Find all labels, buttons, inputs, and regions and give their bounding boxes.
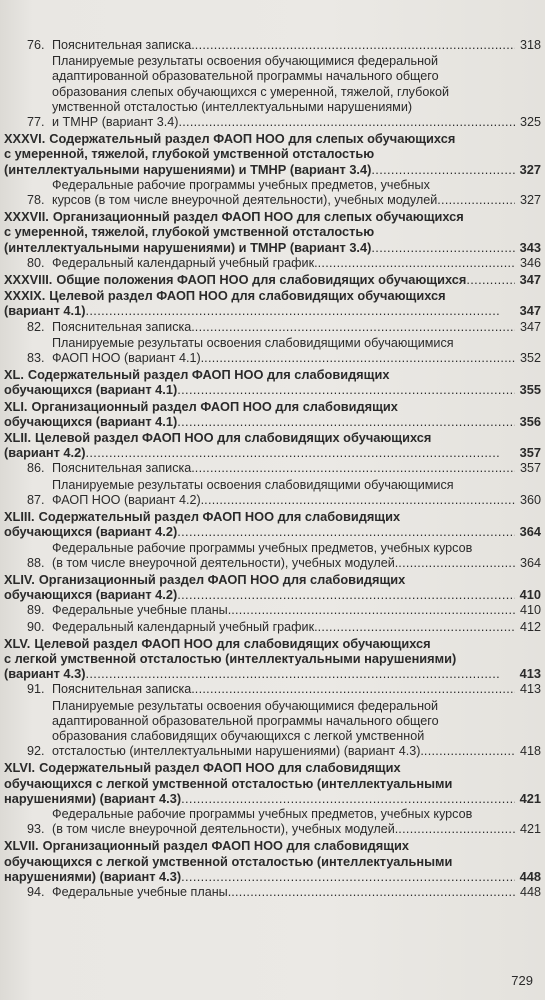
toc-subsection-entry <box>4 603 541 618</box>
entry-line <box>4 303 515 318</box>
entry-line-text: (вариант 4.3) <box>4 666 86 682</box>
dot-leader <box>195 320 515 335</box>
entry-line-text: (интеллектуальными нарушениями) и ТМНР (вариант 3.4) <box>4 239 372 255</box>
entry-line-text: Организационный раздел ФАОП НОО для слабовидящих <box>38 571 406 587</box>
entry-text <box>52 807 515 837</box>
entry-text <box>4 367 515 397</box>
entry-page-number: 448 <box>519 884 541 899</box>
subsection-number: 89. <box>27 603 45 618</box>
entry-line <box>4 445 515 460</box>
table-of-contents <box>4 38 541 900</box>
entry-page-number: 356 <box>519 413 541 429</box>
section-number: XXXIX. <box>4 288 46 304</box>
entry-line <box>52 178 515 193</box>
entry-page-number: 360 <box>519 492 541 507</box>
entry-line-text: адаптированной образовательной программы начального общего <box>52 713 439 728</box>
entry-text <box>52 682 515 697</box>
subsection-number: 90. <box>27 619 45 634</box>
entry-page-number: 347 <box>519 303 541 319</box>
section-number: XXXVII. <box>4 209 49 225</box>
entry-line-text: Федеральный календарный учебный график. <box>52 619 318 634</box>
entry-line <box>52 115 515 130</box>
entry-text <box>52 336 515 366</box>
toc-subsection-entry <box>4 178 541 208</box>
entry-text <box>4 430 515 460</box>
entry-line <box>4 209 515 224</box>
entry-line-text: Целевой раздел ФАОП НОО для слабовидящих обучающихся <box>49 288 446 304</box>
entry-line-text: обучающихся (вариант 4.2) <box>4 524 178 540</box>
section-number: XLIII. <box>4 509 35 525</box>
dot-leader <box>195 38 515 53</box>
toc-section-entry <box>4 272 541 287</box>
entry-line <box>52 744 515 759</box>
entry-page-number: 352 <box>519 351 541 366</box>
section-number: XLV. <box>4 635 31 651</box>
entry-line-text: Пояснительная записка. <box>52 682 195 697</box>
entry-line <box>4 240 515 255</box>
entry-line-text: Целевой раздел ФАОП НОО для слабовидящих обучающихся <box>34 635 431 651</box>
entry-line <box>4 224 515 239</box>
section-number: XLI. <box>4 398 28 414</box>
entry-page-number: 318 <box>519 38 541 52</box>
entry-text <box>4 399 515 429</box>
toc-subsection-entry <box>4 885 541 900</box>
entry-page-number: 448 <box>519 868 541 884</box>
entry-line <box>52 682 515 697</box>
entry-page-number: 364 <box>519 524 541 540</box>
dot-leader <box>231 885 515 900</box>
entry-line-text: Организационный раздел ФАОП НОО для слабовидящих <box>42 838 410 854</box>
entry-page-number: 343 <box>519 239 541 255</box>
entry-text <box>52 320 515 335</box>
section-number: XXXVIII. <box>4 272 53 288</box>
entry-line-text: Общие положения ФАОП НОО для слабовидящих обучающихся <box>56 272 467 288</box>
entry-line <box>52 603 515 618</box>
dot-leader <box>85 303 515 318</box>
entry-line <box>4 587 515 602</box>
entry-line <box>4 272 515 287</box>
entry-line <box>4 524 515 539</box>
entry-line-text: (вариант 4.2) <box>4 445 86 461</box>
dot-leader <box>466 272 515 287</box>
entry-line <box>52 822 515 837</box>
entry-text <box>52 54 515 130</box>
dot-leader <box>195 461 515 476</box>
toc-subsection-entry <box>4 320 541 335</box>
dot-leader <box>371 240 515 255</box>
entry-page-number: 327 <box>519 161 541 177</box>
entry-page-number: 325 <box>519 115 541 130</box>
subsection-number: 82. <box>27 319 45 334</box>
subsection-number: 78. <box>27 193 45 208</box>
entry-line-text: образования слабовидящих обучающихся с легкой умственной <box>52 728 425 743</box>
toc-subsection-entry <box>4 256 541 271</box>
toc-subsection-entry <box>4 478 541 508</box>
entry-page-number: 410 <box>519 587 541 603</box>
entry-line <box>4 367 515 382</box>
entry-line <box>52 807 515 822</box>
dot-leader <box>178 115 515 130</box>
entry-line-text: Федеральные рабочие программы учебных предметов, учебных <box>52 177 430 192</box>
toc-section-entry <box>4 636 541 682</box>
entry-text <box>52 541 515 571</box>
entry-text <box>52 620 515 635</box>
entry-line <box>4 776 515 791</box>
entry-page-number: 346 <box>519 255 541 270</box>
entry-line <box>52 714 515 729</box>
entry-text <box>4 509 515 539</box>
subsection-number: 76. <box>27 38 45 52</box>
entry-line <box>4 399 515 414</box>
entry-line <box>4 666 515 681</box>
entry-page-number: 364 <box>519 555 541 570</box>
entry-line <box>52 54 515 69</box>
entry-line-text: (в том числе внеурочной деятельности), учебных модулей. <box>52 555 399 570</box>
entry-line <box>52 69 515 84</box>
entry-line-text: Организационный раздел ФАОП НОО для слепых обучающихся <box>52 209 464 225</box>
entry-page-number: 418 <box>519 744 541 759</box>
entry-line-text: Федеральные рабочие программы учебных предметов, учебных курсов <box>52 540 473 555</box>
entry-line-text: Пояснительная записка. <box>52 38 195 52</box>
entry-line-text: Федеральные учебные планы. <box>52 603 232 618</box>
entry-text <box>52 885 515 900</box>
entry-page-number: 410 <box>519 603 541 618</box>
entry-line <box>52 38 515 53</box>
entry-line <box>52 556 515 571</box>
entry-line <box>52 493 515 508</box>
entry-line-text: с легкой умственной отсталостью (интеллектуальными нарушениями) <box>4 650 457 666</box>
toc-section-entry <box>4 131 541 177</box>
entry-text <box>4 209 515 255</box>
entry-line <box>4 760 515 775</box>
entry-line <box>4 509 515 524</box>
dot-leader <box>177 587 515 602</box>
entry-page-number: 347 <box>519 319 541 334</box>
entry-line-text: (в том числе внеурочной деятельности), учебных модулей. <box>52 822 399 837</box>
subsection-number: 86. <box>27 461 45 476</box>
entry-line-text: отсталостью (интеллектуальными нарушениями) (вариант 4.3). <box>52 744 424 759</box>
subsection-number: 94. <box>27 884 45 899</box>
section-number: XLII. <box>4 430 32 446</box>
entry-line-text: Содержательный раздел ФАОП НОО для слабовидящих <box>27 367 390 383</box>
entry-line-text: обучающихся с легкой умственной отсталостью (интеллектуальными <box>4 775 453 791</box>
subsection-number: 92. <box>27 744 45 759</box>
toc-subsection-entry <box>4 54 541 130</box>
entry-text <box>4 572 515 602</box>
toc-subsection-entry <box>4 38 541 53</box>
dot-leader <box>181 791 515 806</box>
section-number: XLVII. <box>4 838 39 854</box>
entry-text <box>52 699 515 760</box>
dot-leader <box>231 603 515 618</box>
toc-subsection-entry <box>4 682 541 697</box>
entry-line-text: образования слепых обучающихся с умеренной, тяжелой, глубокой <box>52 84 450 99</box>
entry-line-text: с умеренной, тяжелой, глубокой умственной отсталостью <box>4 146 375 162</box>
entry-text <box>4 760 515 806</box>
dot-leader <box>204 351 515 366</box>
entry-line-text: обучающихся (вариант 4.1) <box>4 382 178 398</box>
subsection-number: 83. <box>27 351 45 366</box>
toc-subsection-entry <box>4 699 541 760</box>
section-number: XL. <box>4 367 24 383</box>
section-number: XLVI. <box>4 760 36 776</box>
subsection-number: 87. <box>27 492 45 507</box>
toc-section-entry <box>4 209 541 255</box>
entry-line-text: и ТМНР (вариант 3.4) <box>52 115 179 130</box>
toc-subsection-entry <box>4 807 541 837</box>
page-number: 729 <box>511 973 533 988</box>
toc-subsection-entry <box>4 461 541 476</box>
entry-line <box>52 336 515 351</box>
entry-line-text: Планируемые результаты освоения обучающимися федеральной <box>52 54 439 69</box>
entry-line <box>52 256 515 271</box>
entry-line-text: нарушениями) (вариант 4.3) <box>4 790 182 806</box>
entry-line <box>4 572 515 587</box>
entry-line-text: адаптированной образовательной программы начального общего <box>52 69 439 84</box>
toc-section-entry <box>4 430 541 460</box>
entry-line-text: Содержательный раздел ФАОП НОО для слабовидящих <box>38 509 401 525</box>
entry-text <box>52 178 515 208</box>
entry-page-number: 357 <box>519 461 541 476</box>
entry-text <box>4 272 515 287</box>
entry-page-number: 327 <box>519 193 541 208</box>
entry-text <box>4 838 515 884</box>
entry-line <box>4 414 515 429</box>
entry-text <box>52 603 515 618</box>
entry-text <box>4 288 515 318</box>
entry-line-text: Планируемые результаты освоения обучающимися федеральной <box>52 698 439 713</box>
entry-line-text: Планируемые результаты освоения слабовидящими обучающимися <box>52 477 454 492</box>
dot-leader <box>85 666 515 681</box>
entry-line <box>4 382 515 397</box>
entry-page-number: 413 <box>519 682 541 697</box>
section-number: XLIV. <box>4 571 35 587</box>
subsection-number: 88. <box>27 555 45 570</box>
entry-page-number: 355 <box>519 382 541 398</box>
entry-line-text: Содержательный раздел ФАОП НОО для слабовидящих <box>39 760 401 776</box>
entry-line-text: Федеральные учебные планы. <box>52 884 232 899</box>
toc-section-entry <box>4 509 541 539</box>
entry-text <box>52 38 515 53</box>
dot-leader <box>177 414 515 429</box>
entry-page-number: 421 <box>519 822 541 837</box>
entry-line <box>4 288 515 303</box>
dot-leader <box>318 256 515 271</box>
toc-section-entry <box>4 760 541 806</box>
entry-line <box>4 854 515 869</box>
entry-line <box>4 791 515 806</box>
entry-line-text: ФАОП НОО (вариант 4.2). <box>52 492 205 507</box>
entry-line-text: умственной отсталостью (интеллектуальными нарушениями) <box>52 99 413 114</box>
entry-text <box>52 256 515 271</box>
entry-line-text: обучающихся (вариант 4.1) <box>4 413 178 429</box>
dot-leader <box>318 620 515 635</box>
entry-line <box>4 430 515 445</box>
entry-line-text: Планируемые результаты освоения слабовидящими обучающимися <box>52 335 454 350</box>
toc-section-entry <box>4 572 541 602</box>
entry-line-text: с умеренной, тяжелой, глубокой умственной отсталостью <box>4 224 375 240</box>
entry-line-text: Пояснительная записка. <box>52 319 195 334</box>
entry-line <box>52 885 515 900</box>
entry-page-number: 421 <box>519 790 541 806</box>
entry-line <box>52 351 515 366</box>
dot-leader <box>204 493 515 508</box>
toc-section-entry <box>4 399 541 429</box>
dot-leader <box>195 682 515 697</box>
entry-line <box>4 162 515 177</box>
toc-section-entry <box>4 367 541 397</box>
entry-line <box>4 131 515 146</box>
subsection-number: 91. <box>27 682 45 697</box>
entry-text <box>52 478 515 508</box>
toc-section-entry <box>4 838 541 884</box>
entry-line-text: ФАОП НОО (вариант 4.1). <box>52 351 205 366</box>
toc-subsection-entry <box>4 620 541 635</box>
dot-leader <box>181 869 515 884</box>
dot-leader <box>398 822 515 837</box>
entry-page-number: 413 <box>519 666 541 682</box>
entry-line <box>52 620 515 635</box>
entry-page-number: 347 <box>519 272 541 288</box>
entry-line-text: Федеральный календарный учебный график. <box>52 255 318 270</box>
entry-line <box>52 320 515 335</box>
entry-line <box>52 541 515 556</box>
entry-line <box>4 869 515 884</box>
entry-line <box>52 478 515 493</box>
entry-line <box>4 636 515 651</box>
entry-line-text: (вариант 4.1) <box>4 303 86 319</box>
subsection-number: 93. <box>27 822 45 837</box>
entry-line-text: Организационный раздел ФАОП НОО для слабовидящих <box>31 398 398 414</box>
entry-line <box>4 651 515 666</box>
subsection-number: 77. <box>27 115 45 130</box>
entry-line <box>52 85 515 100</box>
entry-line <box>52 100 515 115</box>
entry-text <box>4 131 515 177</box>
entry-line <box>52 193 515 208</box>
entry-line <box>52 729 515 744</box>
entry-line-text: Федеральные рабочие программы учебных предметов, учебных курсов <box>52 806 473 821</box>
entry-line <box>4 838 515 853</box>
entry-line-text: обучающихся с легкой умственной отсталостью (интеллектуальными <box>4 853 453 869</box>
entry-line <box>52 699 515 714</box>
entry-line-text: курсов (в том числе внеурочной деятельности), учебных модулей <box>52 193 438 208</box>
entry-line-text: нарушениями) (вариант 4.3) <box>4 868 182 884</box>
section-number: XXXVI. <box>4 131 46 147</box>
toc-section-entry <box>4 288 541 318</box>
entry-line-text: Целевой раздел ФАОП НОО для слабовидящих обучающихся <box>35 430 432 446</box>
entry-text <box>4 636 515 682</box>
entry-line-text: (интеллектуальными нарушениями) и ТМНР (вариант 3.4) <box>4 161 372 177</box>
entry-page-number: 357 <box>519 445 541 461</box>
dot-leader <box>437 193 515 208</box>
toc-subsection-entry <box>4 541 541 571</box>
subsection-number: 80. <box>27 255 45 270</box>
dot-leader <box>177 524 515 539</box>
dot-leader <box>424 744 515 759</box>
entry-line-text: Пояснительная записка. <box>52 461 195 476</box>
entry-text <box>52 461 515 476</box>
entry-line <box>4 146 515 161</box>
entry-line-text: обучающихся (вариант 4.2) <box>4 587 178 603</box>
dot-leader <box>177 382 515 397</box>
dot-leader <box>85 445 515 460</box>
toc-subsection-entry <box>4 336 541 366</box>
dot-leader <box>398 556 515 571</box>
entry-page-number: 412 <box>519 619 541 634</box>
entry-line-text: Содержательный раздел ФАОП НОО для слепых обучающихся <box>49 131 456 147</box>
entry-line <box>52 461 515 476</box>
dot-leader <box>371 162 515 177</box>
